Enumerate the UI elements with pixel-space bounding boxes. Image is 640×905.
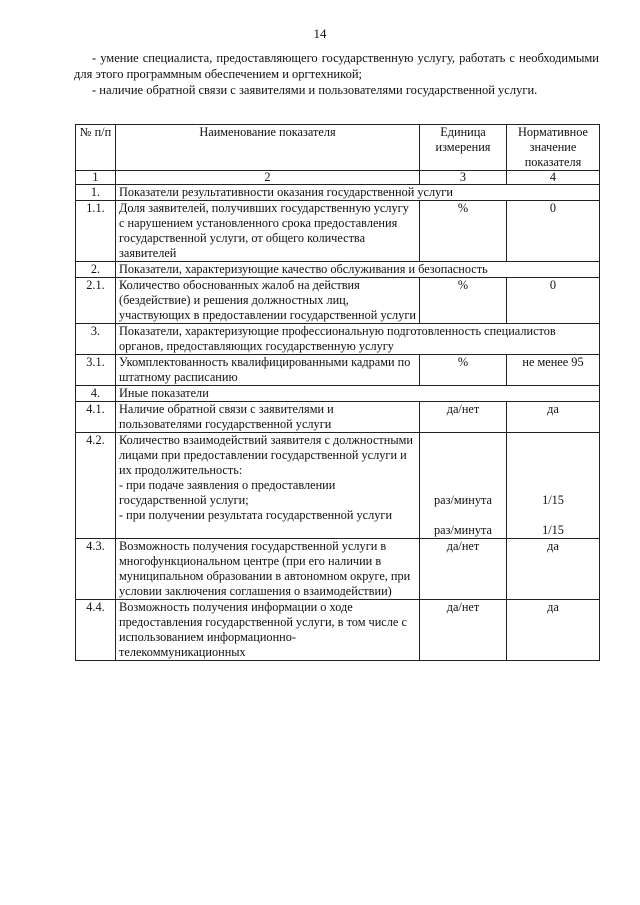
row-num: 1.1. [76,201,116,262]
row-name: Возможность получения государственной услуги в многофункциональном центре (при его наличии в муниципальном образовании в автономном округе, при условии заключения соглашения о взаимодействии) [116,539,420,600]
table-row [76,355,600,386]
header-norm: Нормативное значение показателя [507,125,600,171]
row-unit-submission: раз/минута [434,493,492,507]
row-num: 3. [76,324,116,355]
row-norm-submission: 1/15 [542,493,564,507]
table-header-row [76,125,600,171]
row-unit: % [420,355,507,386]
table-row [76,433,600,539]
table-row [76,201,600,262]
table-row [76,600,600,661]
page-number: 14 [313,26,327,41]
section-title: Показатели, характеризующие качество обслуживания и безопасность [116,262,600,278]
column-number: 3 [420,171,507,185]
intro-paragraph: - умение специалиста, предоставляющего государственную услугу, работать с необходимыми для этого программным обеспечением и оргтехникой; [74,51,599,81]
table-section-row [76,324,600,355]
row-unit: да/нет [420,402,507,433]
table-row [76,278,600,324]
header-num: № п/п [76,125,116,171]
header-unit: Единица измерения [420,125,507,171]
header-name: Наименование показателя [116,125,420,171]
row-num: 2.1. [76,278,116,324]
row-unit: да/нет [420,539,507,600]
row-num: 4.4. [76,600,116,661]
row-norm: не менее 95 [507,355,600,386]
section-title: Показатели, характеризующие профессиональную подготовленность специалистов органов, предоставляющих государственную услугу [116,324,600,355]
row-unit: да/нет [420,600,507,661]
table-row [76,539,600,600]
intro-paragraph: - наличие обратной связи с заявителями и пользователями государственной услуги. [92,83,538,97]
row-num: 4. [76,386,116,402]
row-unit [420,433,507,539]
row-norm: 0 [507,201,600,262]
row-name: Доля заявителей, получивших государственную услугу с нарушением установленного срока предоставления государственной услуги, от общего количества заявителей [116,201,420,262]
column-number: 1 [76,171,116,185]
row-num: 3.1. [76,355,116,386]
row-unit: % [420,278,507,324]
section-title: Иные показатели [116,386,600,402]
row-num: 1. [76,185,116,201]
row-norm: да [507,600,600,661]
table-section-row [76,386,600,402]
table-section-row [76,185,600,201]
row-num: 4.2. [76,433,116,539]
row-norm-result: 1/15 [542,523,564,537]
row-norm: да [507,539,600,600]
row-name-result: - при получении результата государственной услуги [119,508,393,522]
row-num: 2. [76,262,116,278]
row-name-submission: - при подаче заявления о предоставлении государственной услуги; [119,478,336,507]
column-number: 2 [116,171,420,185]
row-name-intro: Количество взаимодействий заявителя с должностными лицами при предоставлении государственной услуги и их продолжительность: [119,433,414,477]
row-norm: да [507,402,600,433]
row-unit-result: раз/минута [434,523,492,537]
row-name: Количество обоснованных жалоб на действия (бездействие) и решения должностных лиц, участвующих в предоставлении государственной услуги [116,278,420,324]
indicators-table [75,124,600,661]
row-name [116,433,420,539]
column-number: 4 [507,171,600,185]
row-norm [507,433,600,539]
row-num: 4.1. [76,402,116,433]
row-norm: 0 [507,278,600,324]
row-num: 4.3. [76,539,116,600]
row-name: Укомплектованность квалифицированными кадрами по штатному расписанию [116,355,420,386]
row-unit: % [420,201,507,262]
column-numbers-row [76,171,600,185]
row-name: Наличие обратной связи с заявителями и пользователями государственной услуги [116,402,420,433]
table-section-row [76,262,600,278]
table-row [76,402,600,433]
row-name: Возможность получения информации о ходе предоставления государственной услуги, в том числе с использованием информационно-телекоммуникационных [116,600,420,661]
section-title: Показатели результативности оказания государственной услуги [116,185,600,201]
intro-text [74,50,599,98]
